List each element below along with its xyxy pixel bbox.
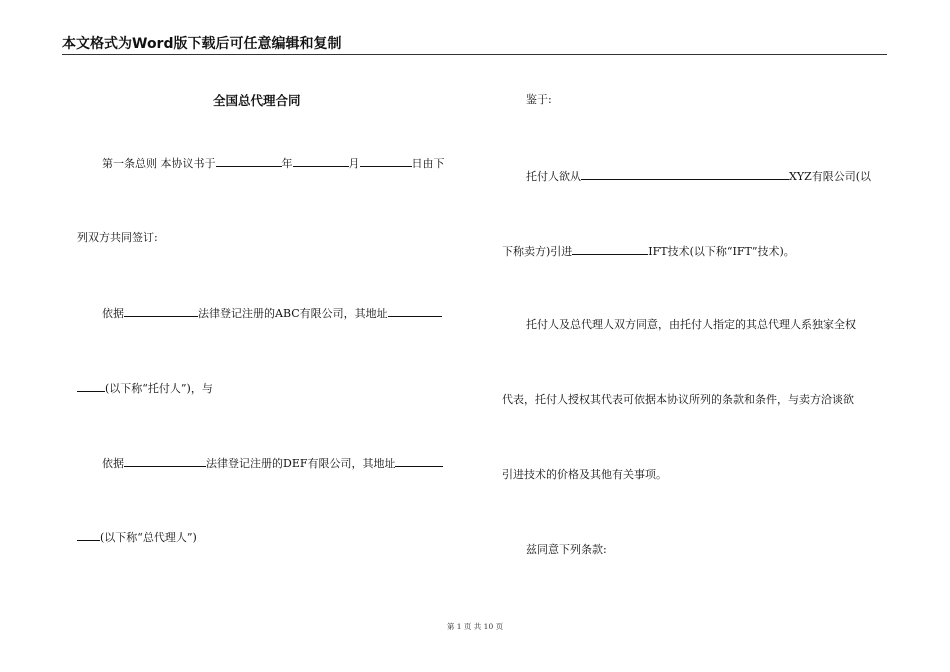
agreement-line-2: 代表，托付人授权其代表可依据本协议所列的条款和条件，与卖方洽谈欲 <box>502 393 854 406</box>
party-b-text: 法律登记注册的DEF有限公司，其地址 <box>206 457 396 470</box>
blank-seller[interactable] <box>581 168 789 180</box>
party-b-prefix: 依据 <box>102 457 124 470</box>
blank-party-a-address-cont[interactable] <box>77 380 105 392</box>
blank-party-b-address[interactable] <box>395 455 443 467</box>
seller-line <box>526 168 871 184</box>
day-label: 日由下 <box>411 157 445 170</box>
page-number: 第 1 页 共 10 页 <box>446 622 504 631</box>
party-a-alias: (以下称“托付人”)，与 <box>105 382 213 395</box>
blank-day[interactable] <box>360 155 412 167</box>
seller-text: XYZ有限公司(以 <box>789 170 872 183</box>
technology-line <box>502 243 795 259</box>
blank-month[interactable] <box>293 155 349 167</box>
party-a-prefix: 依据 <box>102 307 124 320</box>
party-b-line <box>102 455 443 471</box>
blank-year[interactable] <box>216 155 282 167</box>
technology-text: IFT技术(以下称“IFT”技术)。 <box>648 245 795 258</box>
party-a-alias-line <box>77 380 213 396</box>
article-1-line <box>102 155 445 171</box>
parties-line: 列双方共同签订: <box>77 231 158 244</box>
terms-intro-line: 兹同意下列条款: <box>526 543 607 556</box>
blank-party-a-address[interactable] <box>388 305 442 317</box>
seller-prefix: 托付人欲从 <box>526 170 581 183</box>
blank-technology[interactable] <box>572 243 648 255</box>
blank-party-b-address-cont[interactable] <box>77 529 100 541</box>
whereas-line: 鉴于: <box>526 93 552 106</box>
contract-title: 全国总代理合同 <box>213 93 301 108</box>
agreement-line-1: 托付人及总代理人双方同意，由托付人指定的其总代理人系独家全权 <box>526 318 856 331</box>
year-label: 年 <box>281 157 293 170</box>
party-b-alias: (以下称“总代理人”) <box>100 531 197 544</box>
party-a-text: 法律登记注册的ABC有限公司，其地址 <box>198 307 388 320</box>
page-header: 本文格式为Word版下载后可任意编辑和复制 <box>62 34 887 55</box>
blank-party-b-law[interactable] <box>124 455 206 467</box>
technology-prefix: 下称卖方)引进 <box>502 245 573 258</box>
blank-party-a-law[interactable] <box>124 305 198 317</box>
party-b-alias-line <box>77 529 197 545</box>
party-a-line <box>102 305 442 321</box>
article-1-text: 第一条总则 本协议书于 <box>102 157 216 170</box>
month-label: 月 <box>348 157 360 170</box>
agreement-line-3: 引进技术的价格及其他有关事项。 <box>502 468 667 481</box>
